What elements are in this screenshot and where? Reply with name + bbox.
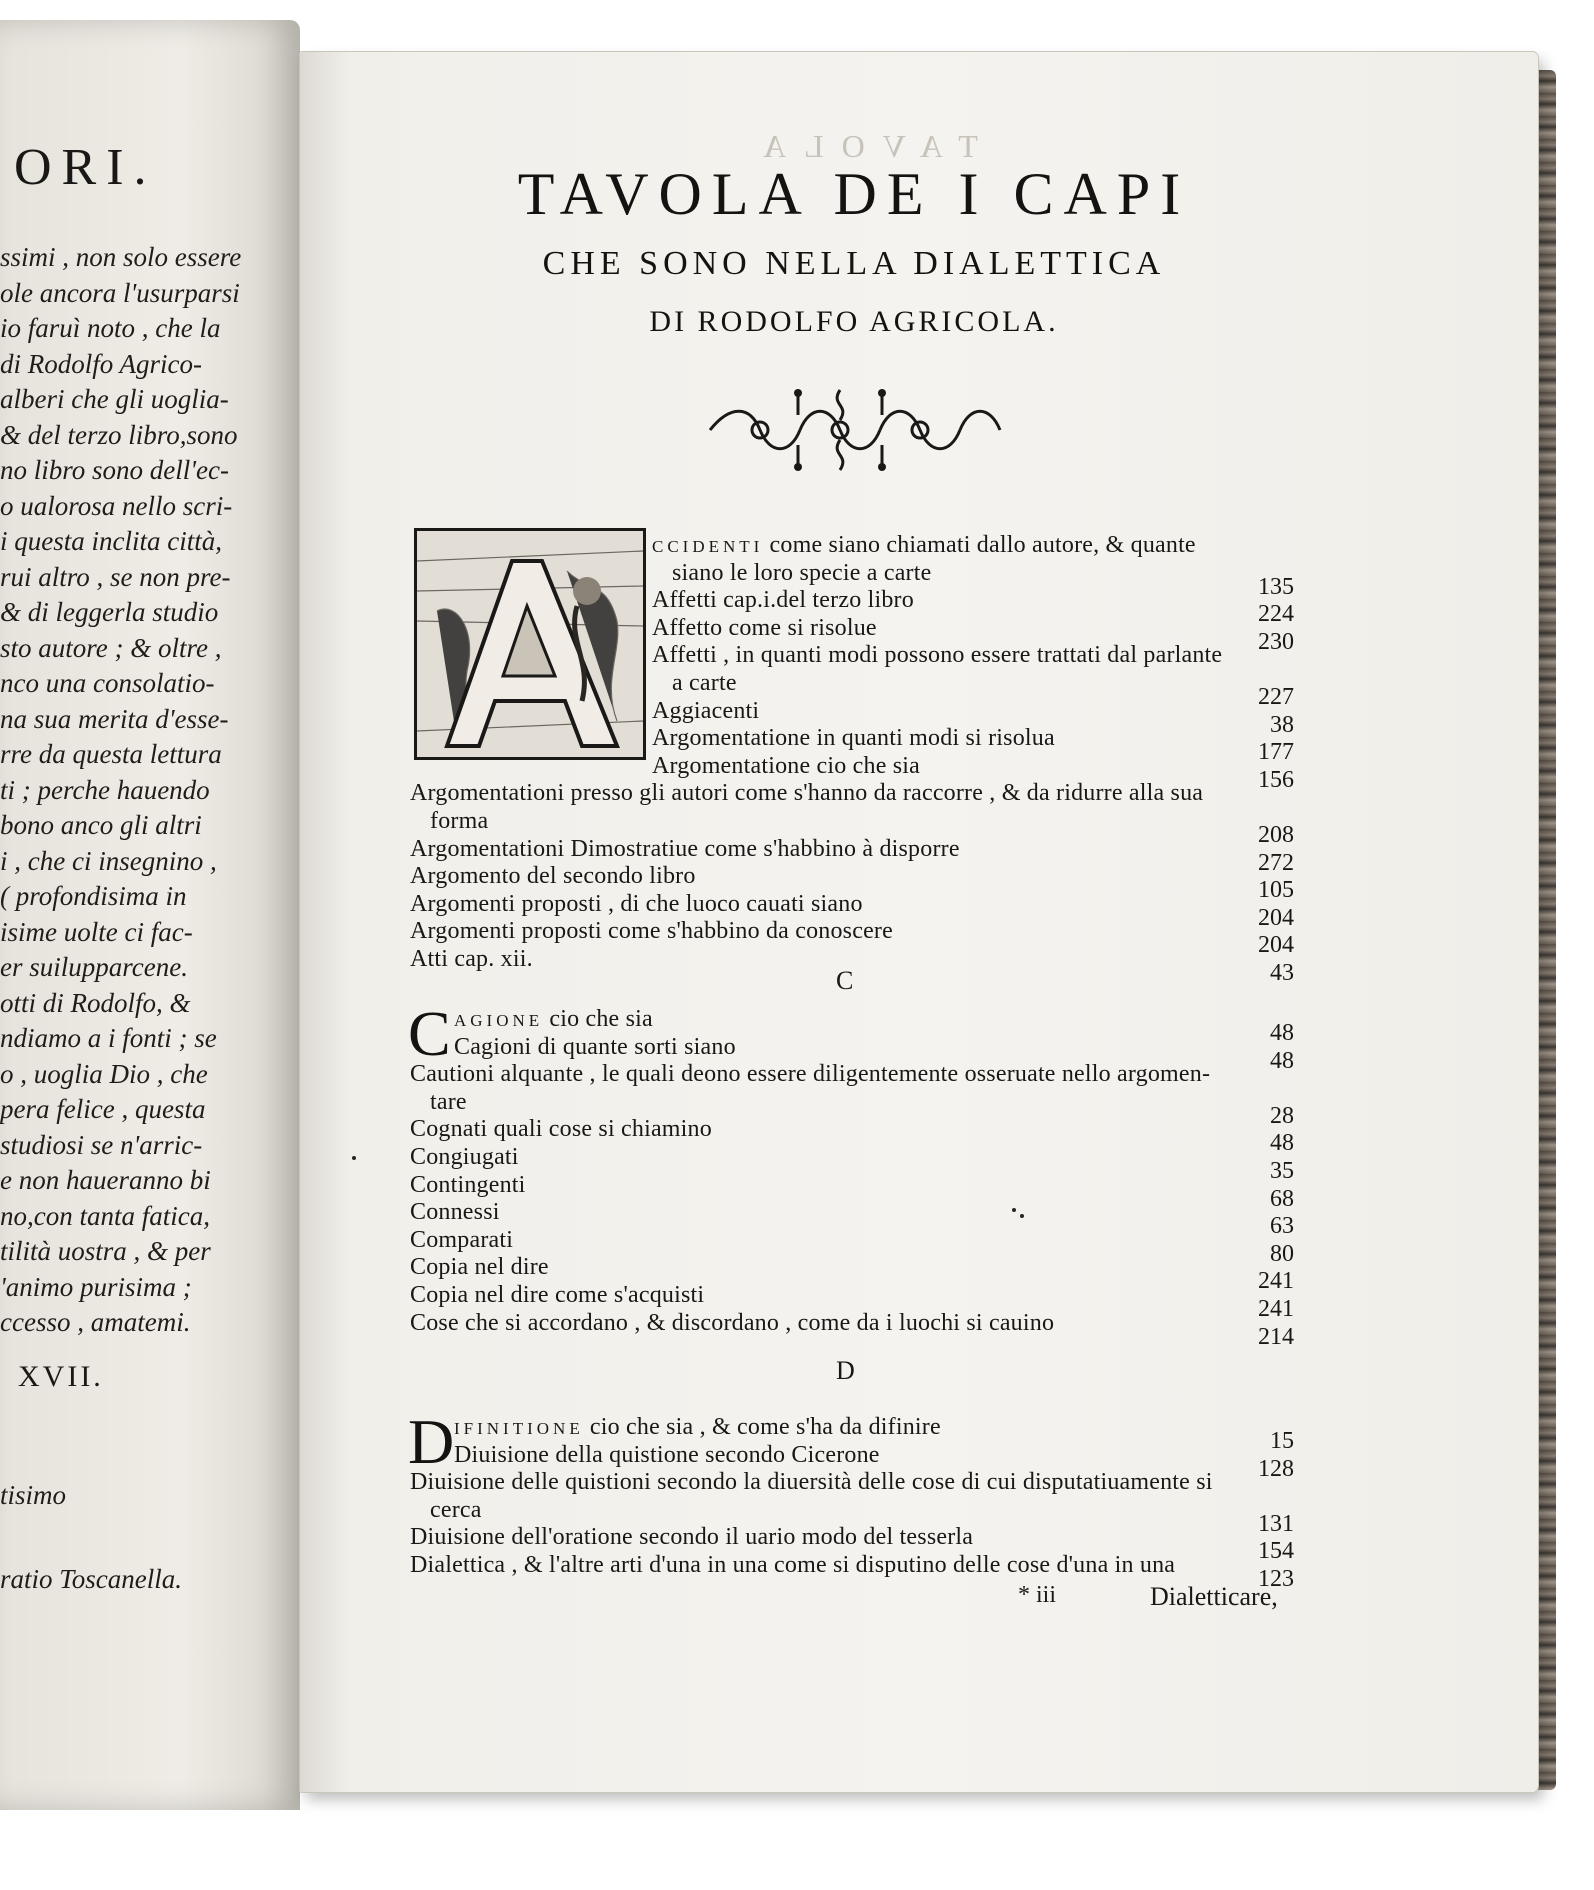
paper-speck <box>1020 1214 1024 1218</box>
left-page-line: ( profondisima in <box>0 881 187 911</box>
index-entry <box>454 1442 880 1469</box>
entry-page-number: 154 <box>1258 1538 1294 1565</box>
entry-text: Affetto come si risolue <box>652 614 877 641</box>
entry-lead: CCIDENTI <box>652 537 764 556</box>
left-page-line: rui altro , se non pre- <box>0 561 231 592</box>
left-page-signature: ratio Toscanella. <box>0 1564 183 1594</box>
index-entry <box>410 1310 1054 1337</box>
entry-page-number: 105 <box>1258 877 1294 904</box>
entry-page-number: 131 <box>1258 1510 1294 1537</box>
left-page-line: 'animo purisima ; <box>0 1271 192 1302</box>
index-entry <box>410 780 1203 807</box>
left-page-heading: ORI. <box>14 139 157 196</box>
signature-mark: * iii <box>1018 1582 1057 1608</box>
entry-page-number: 230 <box>1258 628 1294 655</box>
left-page-line: no libro sono dell'ec- <box>0 455 229 485</box>
entry-page-number: 135 <box>1258 573 1294 600</box>
index-entry <box>672 560 931 587</box>
left-page-line: i , che ci insegnino , <box>0 845 217 876</box>
left-page-line: otti di Rodolfo, & <box>0 987 191 1018</box>
entry-text: forma <box>430 808 489 834</box>
entry-text: cerca <box>430 1496 482 1523</box>
page-title: TAVOLA DE I CAPI <box>517 161 1191 227</box>
entry-text: Contingenti <box>410 1171 526 1198</box>
entry-text: a carte <box>672 670 737 696</box>
entry-page-number: 214 <box>1258 1323 1294 1350</box>
index-entry <box>410 1469 1213 1496</box>
paper-speck <box>1012 1208 1016 1212</box>
index-entry <box>652 615 877 642</box>
entry-text: Diuisione della quistione secondo Cicerone <box>454 1441 880 1468</box>
index-entry <box>410 1254 549 1281</box>
entry-text: Cautioni alquante , le quali deono essere diligentemente osseruate nello argomen- <box>410 1061 1211 1088</box>
left-page-line: bono anco gli altri <box>0 810 202 840</box>
running-title-bleed: TAVOLA <box>745 128 978 164</box>
entry-page-number: 68 <box>1270 1185 1294 1212</box>
historiated-initial-a <box>414 528 646 760</box>
entry-page-number: 123 <box>1258 1566 1294 1592</box>
entry-text: Aggiacenti <box>652 697 760 724</box>
entry-text: Copia nel dire come s'acquisti <box>410 1282 705 1308</box>
dropcap-d: D <box>408 1406 455 1477</box>
page-subtitle-author: DI RODOLFO AGRICOLA. <box>649 305 1059 338</box>
left-page-line: ssimi , non solo essere <box>0 242 242 272</box>
left-page-line: i questa inclita città, <box>0 526 222 556</box>
left-page-line: ole ancora l'usurparsi <box>0 277 240 308</box>
index-entry <box>410 1199 500 1226</box>
entry-page-number: 63 <box>1270 1213 1294 1240</box>
section-letter-c: C <box>836 966 854 995</box>
entry-text: cio che sia , & come s'ha da difinire <box>589 1414 941 1440</box>
left-page-line: ccesso , amatemi. <box>0 1307 191 1337</box>
left-page-line: no,con tanta fatica, <box>0 1200 210 1231</box>
index-entry <box>652 642 1222 669</box>
entry-page-number: 28 <box>1270 1102 1294 1129</box>
entry-page-number: 48 <box>1270 1047 1294 1074</box>
index-entry <box>430 1497 482 1524</box>
index-entry <box>410 918 893 945</box>
left-page-line: studiosi se n'arric- <box>0 1129 203 1160</box>
entry-page-number: 241 <box>1258 1296 1294 1322</box>
index-entry <box>410 891 863 918</box>
entry-text: Cagioni di quante sorti siano <box>454 1033 736 1060</box>
index-entry <box>652 587 914 614</box>
index-entry <box>410 1524 973 1551</box>
index-entry <box>410 863 696 890</box>
entry-text: come siano chiamati dallo autore, & quante <box>769 532 1196 558</box>
entry-page-number: 156 <box>1258 766 1294 793</box>
left-page-line: pera felice , questa <box>0 1094 206 1124</box>
entry-text: Argomenti proposti , di che luoco cauati siano <box>410 890 863 917</box>
entry-text: Atti cap. xii. <box>410 946 533 972</box>
left-page-line: o ualorosa nello scri- <box>0 490 233 521</box>
entry-text: Dialettica , & l'altre arti d'una in una come si disputino delle cose d'una in una <box>410 1552 1176 1578</box>
index-entry <box>410 1144 519 1171</box>
entry-text: Diuisione dell'oratione secondo il uario modo del tesserla <box>410 1524 974 1551</box>
entry-text: Congiugati <box>410 1144 519 1170</box>
left-page-line: na sua merita d'esse- <box>0 703 229 734</box>
entry-text: Cose che si accordano , & discordano , come da i luochi si cauino <box>410 1309 1055 1336</box>
entry-text: Argomento del secondo libro <box>410 863 696 890</box>
section-letter-d: D <box>836 1356 855 1385</box>
left-page-closing: tisimo <box>0 1480 67 1510</box>
index-entry <box>454 1006 653 1033</box>
entry-text: Connessi <box>410 1199 500 1226</box>
entry-page-number: 208 <box>1258 822 1294 848</box>
entry-page-number: 128 <box>1258 1455 1294 1482</box>
entry-page-number: 43 <box>1270 960 1294 986</box>
catchword: Dialetticare, <box>1150 1582 1278 1611</box>
entry-text: Argomentatione cio che sia <box>652 752 921 779</box>
index-entry <box>430 808 488 835</box>
entry-text: Cognati quali cose si chiamino <box>410 1116 712 1143</box>
index-entry <box>410 1061 1210 1088</box>
entry-page-number: 204 <box>1258 904 1294 931</box>
left-page <box>0 20 300 1810</box>
entry-lead: AGIONE <box>454 1011 544 1030</box>
left-page-line: & del terzo libro,sono <box>0 419 238 450</box>
entry-text: Argomentationi Dimostratiue come s'habbino à disporre <box>410 835 960 862</box>
left-page-line: isime uolte ci fac- <box>0 916 193 947</box>
entry-page-number: 48 <box>1270 1020 1294 1046</box>
entry-page-number: 15 <box>1270 1428 1294 1454</box>
index-entry <box>454 1034 736 1061</box>
entry-page-number: 204 <box>1258 932 1294 959</box>
index-entry <box>410 1282 704 1309</box>
left-page-line: er suilupparcene. <box>0 952 188 982</box>
entry-text: tare <box>430 1088 467 1115</box>
index-entry <box>652 753 920 780</box>
entry-page-number: 38 <box>1270 711 1294 738</box>
paper-speck <box>352 1156 356 1160</box>
left-page-line: sto autore ; & oltre , <box>0 632 222 663</box>
left-page-line: rre da questa lettura <box>0 739 222 769</box>
entry-page-number: 241 <box>1258 1268 1294 1295</box>
entry-text: Affetti cap.i.del terzo libro <box>652 587 914 614</box>
left-page-date: XVII. <box>18 1360 104 1393</box>
entry-page-number: 272 <box>1258 849 1294 876</box>
index-entry <box>652 698 759 725</box>
entry-page-number: 227 <box>1258 684 1294 710</box>
index-entry <box>410 1227 513 1254</box>
dropcap-c: C <box>408 998 451 1069</box>
left-page-line: e non haueranno bi <box>0 1165 211 1195</box>
index-entry <box>410 1552 1175 1579</box>
left-page-line: io faruì noto , che la <box>0 313 221 343</box>
page-subtitle: CHE SONO NELLA DIALETTICA <box>542 245 1166 282</box>
entry-text: siano le loro specie a carte <box>672 559 932 586</box>
index-entry <box>410 946 533 973</box>
entry-text: cio che sia <box>549 1006 653 1032</box>
entry-text: Argomentationi presso gli autori come s'hanno da raccorre , & da ridurre alla sua <box>410 780 1204 807</box>
entry-lead: IFINITIONE <box>454 1419 584 1438</box>
index-entry <box>430 1089 467 1116</box>
left-page-line: ti ; perche hauendo <box>0 774 210 805</box>
fleuron-ornament-icon <box>700 385 1010 475</box>
index-entry <box>652 725 1055 752</box>
index-entry <box>410 1172 526 1199</box>
index-entry <box>410 1116 712 1143</box>
left-page-line: alberi che gli uoglia- <box>0 384 229 414</box>
entry-page-number: 35 <box>1270 1158 1294 1184</box>
entry-page-number: 80 <box>1270 1240 1294 1267</box>
entry-text: Comparati <box>410 1226 514 1253</box>
index-entry <box>410 836 960 863</box>
entry-page-number: 48 <box>1270 1130 1294 1157</box>
entry-page-number: 177 <box>1258 739 1294 766</box>
left-page-line: & di leggerla studio <box>0 597 219 627</box>
left-page-line: nco una consolatio- <box>0 668 215 698</box>
entry-text: Diuisione delle quistioni secondo la diuersità delle cose di cui disputatiuamente si <box>410 1469 1213 1496</box>
entry-page-number: 224 <box>1258 601 1294 628</box>
left-page-line: di Rodolfo Agrico- <box>0 348 202 379</box>
left-page-line: o , uoglia Dio , che <box>0 1058 208 1089</box>
entry-text: Affetti , in quanti modi possono essere trattati dal parlante <box>652 642 1223 669</box>
entry-text: Argomentatione in quanti modi si risolua <box>652 725 1055 752</box>
index-entry <box>672 670 737 697</box>
entry-text: Copia nel dire <box>410 1254 549 1281</box>
left-page-line: ndiamo a i fonti ; se <box>0 1023 217 1053</box>
index-entry <box>454 1414 941 1441</box>
entry-text: Argomenti proposti come s'habbino da conoscere <box>410 918 893 945</box>
left-page-line: tilità uostra , & per <box>0 1236 211 1266</box>
index-entry <box>652 532 1196 559</box>
